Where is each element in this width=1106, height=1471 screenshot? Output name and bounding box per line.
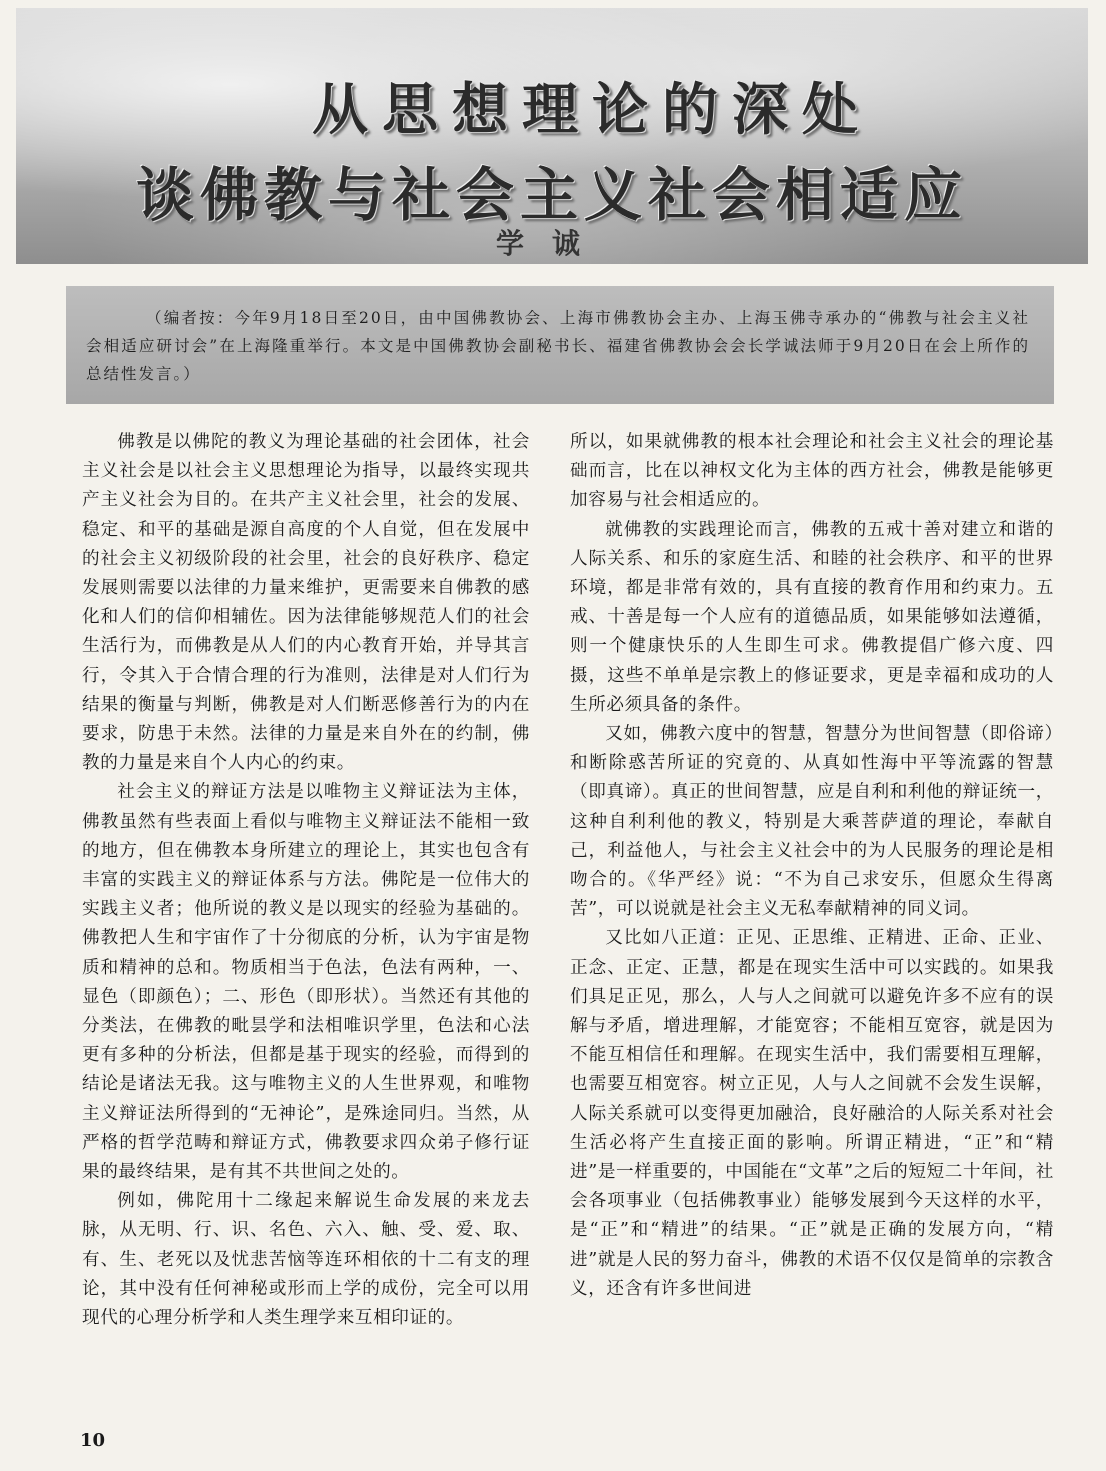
right-paragraph-1: 就佛教的实践理论而言，佛教的五戒十善对建立和谐的人际关系、和乐的家庭生活、和睦的社会秩序、和平的世界环境，都是非常有效的，具有直接的教育作用和约束力。五戒、十善是每一个人应有的道德品质，如果能够如法遵循，则一个健康快乐的人生即生可求。佛教提倡广修六度、四摄，这些不单单是宗教上的修证要求，更是幸福和成功的人生所必须具备的条件。 <box>570 519 1054 715</box>
left-paragraph-2: 社会主义的辩证方法是以唯物主义辩证法为主体，佛教虽然有些表面上看似与唯物主义辩证法不能相一致的地方，但在佛教本身所建立的理论上，其实也包含有丰富的实践主义的辩证体系与方法。佛陀是一位伟大的实践主义者；他所说的教义是以现实的经验为基础的。佛教把人生和宇宙作了十分彻底的分析，认为宇宙是物质和精神的总和。物质相当于色法，色法有两种，一、显色（即颜色）；二、形色（即形状）。当然还有其他的分类法，在佛教的毗昙学和法相唯识学里，色法和心法更有多种的分析法，但都是基于现实的经验，而得到的结论是诸法无我。这与唯物主义的人生世界观，和唯物主义辩证法所得到的“无神论”，是殊途同归。当然，从严格的哲学范畴和辩证方式，佛教要求四众弟子修行证果的最终结果，是有其不共世间之处的。 <box>82 782 530 1183</box>
title-banner <box>16 8 1088 264</box>
article-title-line2: 谈佛教与社会主义社会相适应 <box>135 161 968 229</box>
right-column <box>570 428 1054 1304</box>
left-column <box>82 428 530 1333</box>
left-paragraph-1: 佛教是以佛陀的教义为理论基础的社会团体，社会主义社会是以社会主义思想理论为指导，以最终实现共产主义社会为目的。在共产主义社会里，社会的发展、稳定、和平的基础是源自高度的个人自觉，但在发展中的社会主义初级阶段的社会里，社会的良好秩序、稳定发展则需要以法律的力量来维护，更需要来自佛教的感化和人们的信仰相辅佐。因为法律能够规范人们的社会生活行为，而佛教是从人们的内心教育开始，并导其言行，令其入于合情合理的行为准则，法律是对人们行为结果的衡量与判断，佛教是对人们断恶修善行为的内在要求，防患于未然。法律的力量是来自外在的约制，佛教的力量是来自个人内心的约束。 <box>82 432 530 774</box>
author-name: 学诚 <box>495 227 608 260</box>
right-paragraph-continued: 所以，如果就佛教的根本社会理论和社会主义社会的理论基础而言，比在以神权文化为主体的西方社会，佛教是能够更加容易与社会相适应的。 <box>570 432 1054 511</box>
editor-note-text: （编者按：今年9月18日至20日，由中国佛教协会、上海市佛教协会主办、上海玉佛寺承办的“佛教与社会主义社会相适应研讨会”在上海隆重举行。本文是中国佛教协会副秘书长、福建省佛教协会会长学诚法师于9月20日在会上所作的总结性发言。） <box>86 309 1030 383</box>
left-paragraph-3: 例如，佛陀用十二缘起来解说生命发展的来龙去脉，从无明、行、识、名色、六入、触、受、爱、取、有、生、老死以及忧悲苦恼等连环相依的十二有支的理论，其中没有任何神秘或形而上学的成份，完全可以用现代的心理分析学和人类生理学来互相印证的。 <box>82 1191 530 1329</box>
right-paragraph-3: 又比如八正道：正见、正思维、正精进、正命、正业、正念、正定、正慧，都是在现实生活中可以实践的。如果我们具足正见，那么，人与人之间就可以避免许多不应有的误解与矛盾，增进理解，才能宽容；不能相互宽容，就是因为不能互相信任和理解。在现实生活中，我们需要相互理解，也需要互相宽容。树立正见，人与人之间就不会发生误解，人际关系就可以变得更加融洽，良好融洽的人际关系对社会生活必将产生直接正面的影响。所谓正精进，“正”和“精进”是一样重要的，中国能在“文革”之后的短短二十年间，社会各项事业（包括佛教事业）能够发展到今天这样的水平，是“正”和“精进”的结果。“正”就是正确的发展方向，“精进”就是人民的努力奋斗，佛教的术语不仅仅是简单的宗教含义，还含有许多世间进 <box>570 928 1054 1299</box>
right-paragraph-2: 又如，佛教六度中的智慧，智慧分为世间智慧（即俗谛）和断除惑苦所证的究竟的、从真如性海中平等流露的智慧（即真谛）。真正的世间智慧，应是自利和利他的辩证统一，这种自利利他的教义，特别是大乘菩萨道的理论，奉献自己，利益他人，与社会主义社会中的为人民服务的理论是相吻合的。《华严经》说：“不为自己求安乐，但愿众生得离苦”，可以说就是社会主义无私奉献精神的同义词。 <box>570 724 1054 920</box>
page-number: 10 <box>80 1430 106 1451</box>
editor-note-box <box>66 286 1054 404</box>
article-title-line1: 从思想理论的深处 <box>312 77 872 143</box>
